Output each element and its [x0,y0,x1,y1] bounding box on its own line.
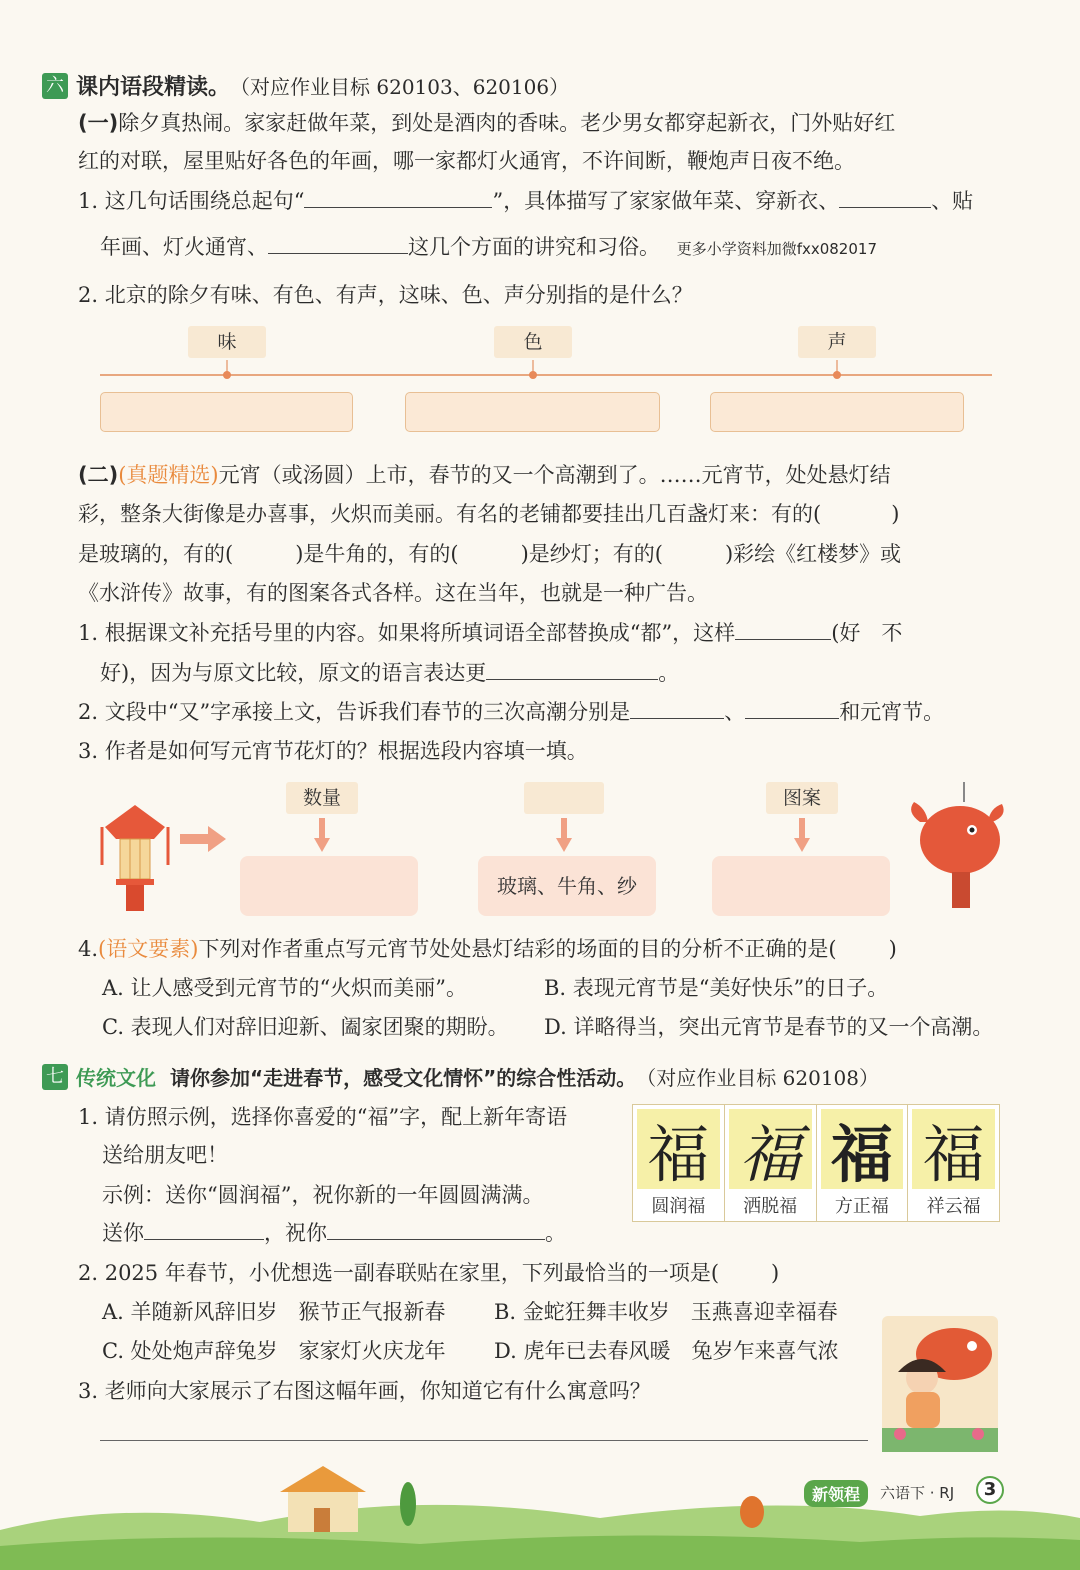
section-7-heading [42,1062,879,1091]
q-text: 2. 文段中“又”字承接上文，告诉我们春节的三次高潮分别是 [78,700,631,724]
option-a: A. 羊随新风辞旧岁 猴节正气报新春 [102,1300,446,1324]
passage-text: )彩绘《红楼梦》或 [724,542,902,566]
question-2-2 [78,697,944,727]
tag-wei: 味 [188,326,266,358]
fish-lantern-icon [902,782,1010,916]
fu-glyph: 福 [637,1109,720,1189]
page-number: 3 [976,1476,1004,1504]
tag-pattern: 图案 [766,782,838,814]
question-2-3: 3. 作者是如何写元宵节花灯的？根据选段内容填一填。 [78,739,588,763]
q-num: 4. [78,937,99,961]
section-6-heading [42,70,569,101]
q-text: ，祝你 [264,1221,327,1245]
q-text: 、 [724,700,746,724]
option-c: C. 表现人们对辞旧迎新、阖家团聚的期盼。 [102,1015,509,1039]
option-c: C. 处处炮声辞兔岁 家家灯火庆龙年 [102,1339,446,1363]
q-text: 、贴 [931,189,974,213]
q-text: 和元宵节。 [839,700,945,724]
option-a: A. 让人感受到元宵节的“火炽而美丽”。 [102,976,467,1000]
footer-grade: 六语下 · RJ [880,1484,955,1502]
q-text: 下列对作者重点写元宵节处处悬灯结彩的场面的目的分析不正确的是( [198,937,837,961]
section-number-badge: 六 [42,73,68,99]
answer-line[interactable] [100,1440,868,1441]
section-number-badge: 七 [42,1064,68,1090]
fu-label: 圆润福 [651,1196,706,1217]
footer-brand: 新领程 [804,1480,868,1507]
answer-blank[interactable] [486,658,658,680]
answer-blank[interactable] [304,186,492,208]
fill-line [102,1218,566,1248]
q-text: 这几个方面的讲究和习俗。 [408,235,660,259]
arrow-right-icon [180,826,226,852]
q-text: ) [888,937,897,961]
footer-landscape [0,1460,1080,1570]
passage-text: )是纱灯；有的( [520,542,663,566]
question-3-1-cont: 送给朋友吧！ [102,1143,228,1167]
passage-2-line-2 [78,499,899,529]
arrow-down-icon [556,818,572,854]
passage-text: 是玻璃的，有的( [78,542,234,566]
question-3-2 [78,1258,779,1288]
fu-cell [817,1105,909,1221]
q-text: ”，具体描写了家家做年菜、穿新衣、 [492,189,840,213]
question-1-2: 2. 北京的除夕有味、有色、有声，这味、色、声分别指的是什么？ [78,283,693,307]
answer-blank[interactable] [144,1218,264,1240]
material-box: 玻璃、牛角、纱 [478,856,656,916]
tag-material [524,782,604,814]
timeline-line [100,360,992,390]
passage-text: 元宵（或汤圆）上市，春节的又一个高潮到了。……元宵节，处处悬灯结 [218,463,891,487]
option-d: D. 详略得当，突出元宵节是春节的又一个高潮。 [544,1015,994,1039]
passage-text: 彩，整条大街像是办喜事，火炽而美丽。有名的老铺都要挂出几百盏灯来：有的( [78,502,822,526]
lantern-icon [90,795,180,915]
q-text: 2. 2025 年春节，小优想选一副春联贴在家里，下列最恰当的一项是( [78,1261,720,1285]
fu-label: 方正福 [834,1196,889,1217]
passage-2-line-1 [78,460,891,490]
answer-blank[interactable] [745,697,839,719]
answer-blank[interactable] [735,618,831,640]
section-task: 请你参加“走进春节，感受文化情怀”的综合性活动。 [170,1066,637,1090]
section-title: 课内语段精读。 [76,75,231,100]
section-target: （对应作业目标 620108） [636,1066,880,1090]
question-3-1: 1. 请仿照示例，选择你喜爱的“福”字，配上新年寄语 [78,1105,568,1129]
option-b: B. 金蛇狂舞丰收岁 玉燕喜迎幸福春 [494,1300,838,1324]
watermark-note: 更多小学资料加微fxx082017 [676,240,877,258]
arrow-down-icon [794,818,810,854]
fu-cell [633,1105,725,1221]
example-text: 示例：送你“圆润福”，祝你新的一年圆圆满满。 [102,1183,544,1207]
question-1-1-cont [100,232,877,264]
passage-text: 除夕真热闹。家家赶做年菜，到处是酒肉的香味。老少男女都穿起新衣，门外贴好红 [118,111,896,135]
arrow-down-icon [314,818,330,854]
tag-quantity: 数量 [286,782,358,814]
q-text: 。 [545,1221,566,1245]
fu-character-table [632,1104,1000,1222]
q-text: ) [771,1261,780,1285]
q-text: 好)，因为与原文比较，原文的语言表达更 [100,661,487,685]
fu-label: 祥云福 [926,1196,981,1217]
tag-sheng: 声 [798,326,876,358]
question-3-3: 3. 老师向大家展示了右图这幅年画，你知道它有什么寓意吗？ [78,1379,651,1403]
q-text: (好 不 [831,621,903,645]
exam-tag: (真题精选) [118,463,219,487]
fu-cell [725,1105,817,1221]
question-1-1 [78,186,973,216]
passage-label: (一) [78,111,119,135]
answer-box-se[interactable] [405,392,660,432]
passage-text: )是牛角的，有的( [295,542,459,566]
question-2-1 [78,618,902,648]
passage-2-line-3 [78,539,901,569]
fu-label: 洒脱福 [743,1196,798,1217]
element-tag: (语文要素) [98,937,199,961]
q-text: 。 [658,661,680,685]
q-text: 1. 这几句话围绕总起句“ [78,189,305,213]
passage-text: ) [891,502,900,526]
passage-1-line-1 [78,108,895,138]
option-b: B. 表现元宵节是“美好快乐”的日子。 [544,976,889,1000]
answer-box-quantity[interactable] [240,856,418,916]
answer-blank[interactable] [327,1218,545,1240]
section-title: 传统文化 [76,1066,156,1090]
answer-box-wei[interactable] [100,392,353,432]
tag-se: 色 [494,326,572,358]
answer-blank[interactable] [630,697,724,719]
passage-1-line-2: 红的对联，屋里贴好各色的年画，哪一家都灯火通宵，不许间断，鞭炮声日夜不绝。 [78,149,855,173]
answer-blank[interactable] [839,186,931,208]
fu-cell [908,1105,999,1221]
q-text: 送你 [102,1221,144,1245]
answer-box-sheng[interactable] [710,392,964,432]
q-text: 1. 根据课文补充括号里的内容。如果将所填词语全部替换成“都”，这样 [78,621,736,645]
fu-glyph: 福 [821,1109,904,1189]
passage-2-line-4: 《水浒传》故事，有的图案各式各样。这在当年，也就是一种广告。 [78,581,708,605]
question-2-1-cont [100,658,679,688]
option-d: D. 虎年已去春风暖 兔岁乍来喜气浓 [494,1339,839,1363]
passage-label: (二) [78,463,119,487]
new-year-painting-icon [882,1316,998,1452]
answer-blank[interactable] [268,232,408,254]
answer-box-pattern[interactable] [712,856,890,916]
fu-glyph: 福 [729,1109,812,1189]
question-2-4 [78,934,897,964]
section-target: （对应作业目标 620103、620106） [230,75,570,99]
q-text: 年画、灯火通宵、 [100,235,268,259]
fu-glyph: 福 [912,1109,995,1189]
